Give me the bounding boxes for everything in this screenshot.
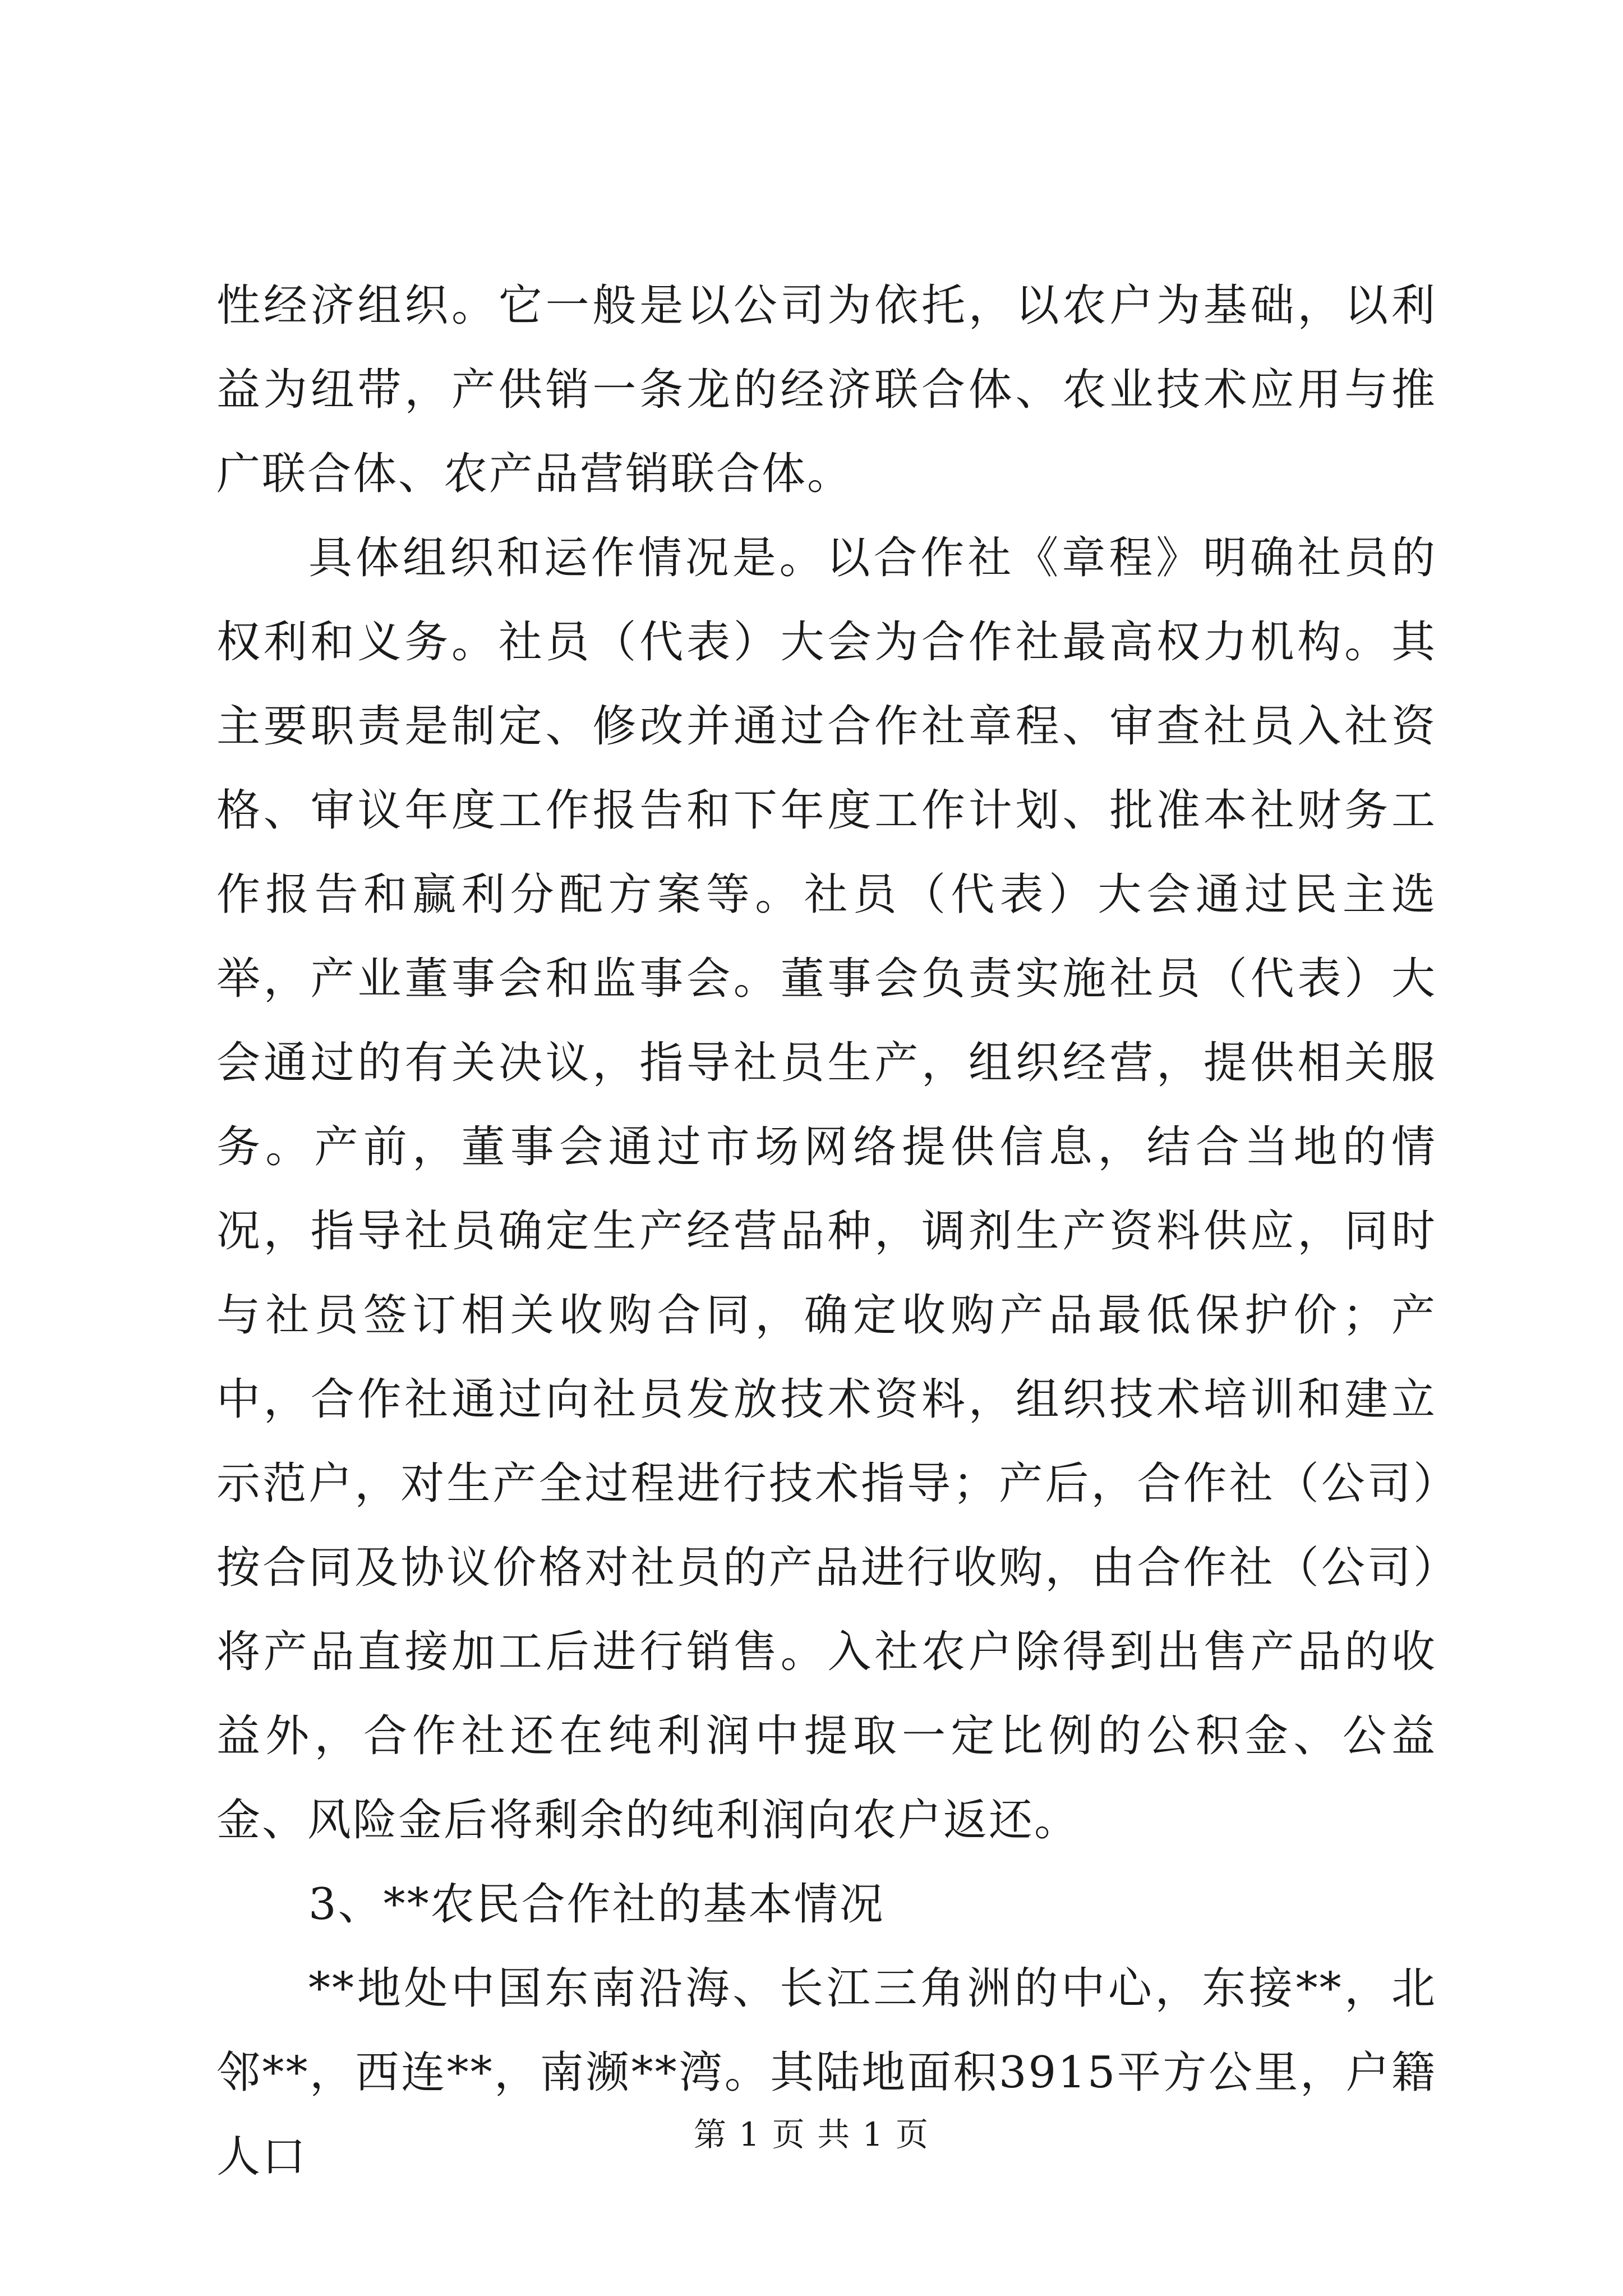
document-body bbox=[216, 264, 1437, 2199]
page-footer: 第 1 页 共 1 页 bbox=[694, 2115, 929, 2154]
paragraph-location: **地处中国东南沿海、长江三角洲的中心，东接**，北邻**，西连**，南濒**湾。其陆地面积3915平方公里，户籍人口 bbox=[216, 1963, 1437, 2182]
paragraph-continuation: 性经济组织。它一般是以公司为依托，以农户为基础，以利益为纽带，产供销一条龙的经济联合体、农业技术应用与推广联合体、农产品营销联合体。 bbox=[216, 280, 1437, 499]
section-heading: 3、**农民合作社的基本情况 bbox=[308, 1879, 885, 1930]
paragraph-organization-operation: 具体组织和运作情况是。以合作社《章程》明确社员的权利和义务。社员（代表）大会为合作社最高权力机构。其主要职责是制定、修改并通过合作社章程、审查社员入社资格、审议年度工作报告和下年度工作计划、批准本社财务工作报告和赢利分配方案等。社员（代表）大会通过民主选举，产业董事会和监事会。董事会负责实施社员（代表）大会通过的有关决议，指导社员生产，组织经营，提供相关服务。产前，董事会通过市场网络提供信息，结合当地的情况，指导社员确定生产经营品种，调剂生产资料供应，同时与社员签订相关收购合同，确定收购产品最低保护价；产中，合作社通过向社员发放技术资料，组织技术培训和建立示范户，对生产全过程进行技术指导；产后，合作社（公司）按合同及协议价格对社员的产品进行收购，由合作社（公司）将产品直接加工后进行销售。入社农户除得到出售产品的收益外，合作社还在纯利润中提取一定比例的公积金、公益金、风险金后将剩余的纯利润向农户返还。 bbox=[216, 533, 1437, 1846]
